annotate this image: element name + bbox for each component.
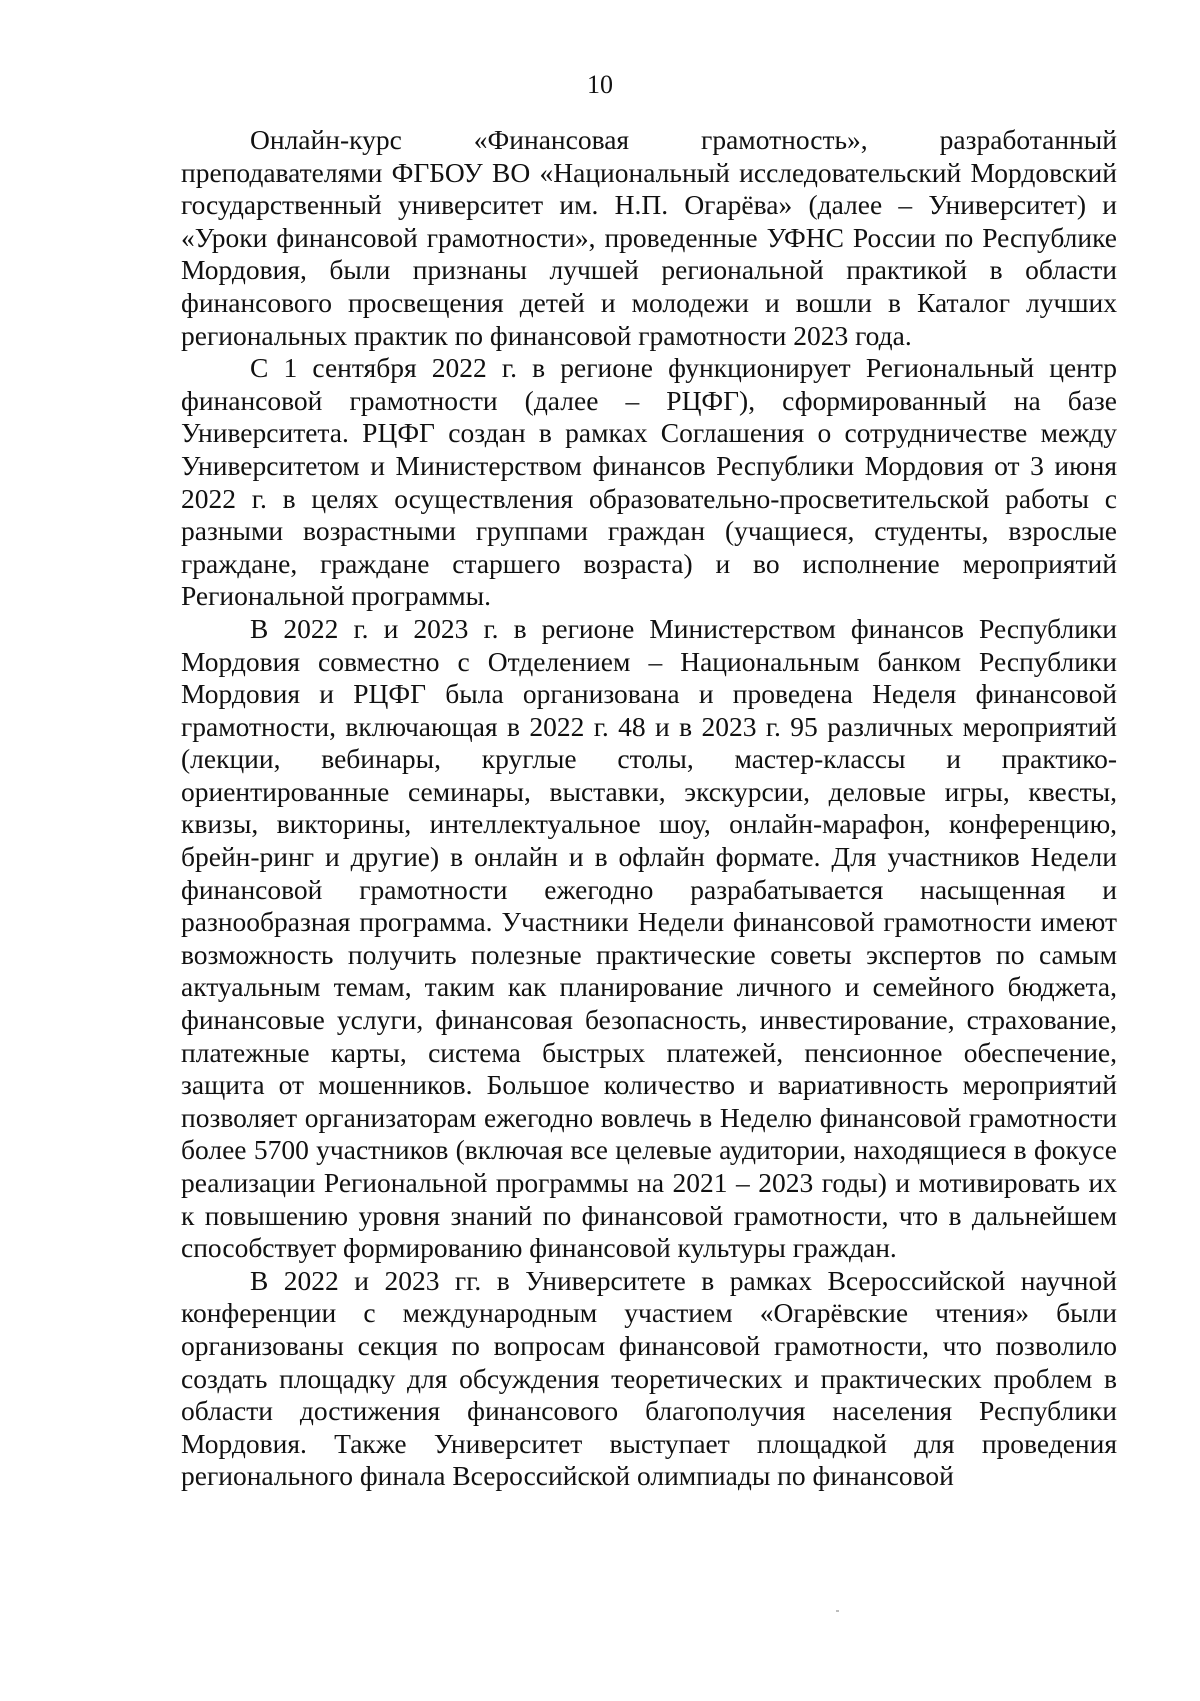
page-number: 10 <box>587 70 613 99</box>
paragraph-online-course: Онлайн-курс «Финансовая грамотность», разработанный преподавателями ФГБОУ ВО «Национальный исследовательский Мордовский государственный университет им. Н.П. Огарёва» (далее – Университет) и «Уроки финансовой грамотности», проведенные УФНС России по Республике Мордовия, были признаны лучшей региональной практикой в области финансового просвещения детей и молодежи и вошли в Каталог лучших региональных практик по финансовой грамотности 2023 года. <box>181 124 1117 351</box>
paragraph-conference-and-olympiad: В 2022 и 2023 гг. в Университете в рамках Всероссийской научной конференции с международным участием «Огарёвские чтения» были организованы секция по вопросам финансовой грамотности, что позволило создать площадку для обсуждения теоретических и практических проблем в области достижения финансового благополучия населения Республики Мордовия. Также Университет выступает площадкой для проведения регионального финала Всероссийской олимпиады по финансовой <box>181 1264 1117 1492</box>
paragraph-financial-literacy-week: В 2022 г. и 2023 г. в регионе Министерством финансов Республики Мордовия совместно с Отделением – Национальным банком Республики Мордовия и РЦФГ была организована и проведена Неделя финансовой грамотности, включающая в 2022 г. 48 и в 2023 г. 95 различных мероприятий (лекции, вебинары, круглые столы, мастер-классы и практико-ориентированные семинары, выставки, экскурсии, деловые игры, квесты, квизы, викторины, интеллектуальное шоу, онлайн-марафон, конференцию, брейн-ринг и другие) в онлайн и в офлайн формате. Для участников Недели финансовой грамотности ежегодно разрабатывается насыщенная и разнообразная программа. Участники Недели финансовой грамотности имеют возможность получить полезные практические советы экспертов по самым актуальным темам, таким как планирование личного и семейного бюджета, финансовые услуги, финансовая безопасность, инвестирование, страхование, платежные карты, система быстрых платежей, пенсионное обеспечение, защита от мошенников. Большое количество и вариативность мероприятий позволяет организаторам ежегодно вовлечь в Неделю финансовой грамотности более 5700 участников (включая все целевые аудитории, находящиеся в фокусе реализации Региональной программы на 2021 – 2023 годы) и мотивировать их к повышению уровня знаний по финансовой грамотности, что в дальнейшем способствует формированию финансовой культуры граждан. <box>181 612 1117 1264</box>
scan-speck <box>836 1610 839 1612</box>
paragraph-regional-center: С 1 сентября 2022 г. в регионе функционирует Региональный центр финансовой грамотности (далее – РЦФГ), сформированный на базе Университета. РЦФГ создан в рамках Соглашения о сотрудничестве между Университетом и Министерством финансов Республики Мордовия от 3 июня 2022 г. в целях осуществления образовательно-просветительской работы с разными возрастными группами граждан (учащиеся, студенты, взрослые граждане, граждане старшего возраста) и во исполнение мероприятий Региональной программы. <box>181 352 1117 612</box>
document-body <box>181 124 1117 1493</box>
